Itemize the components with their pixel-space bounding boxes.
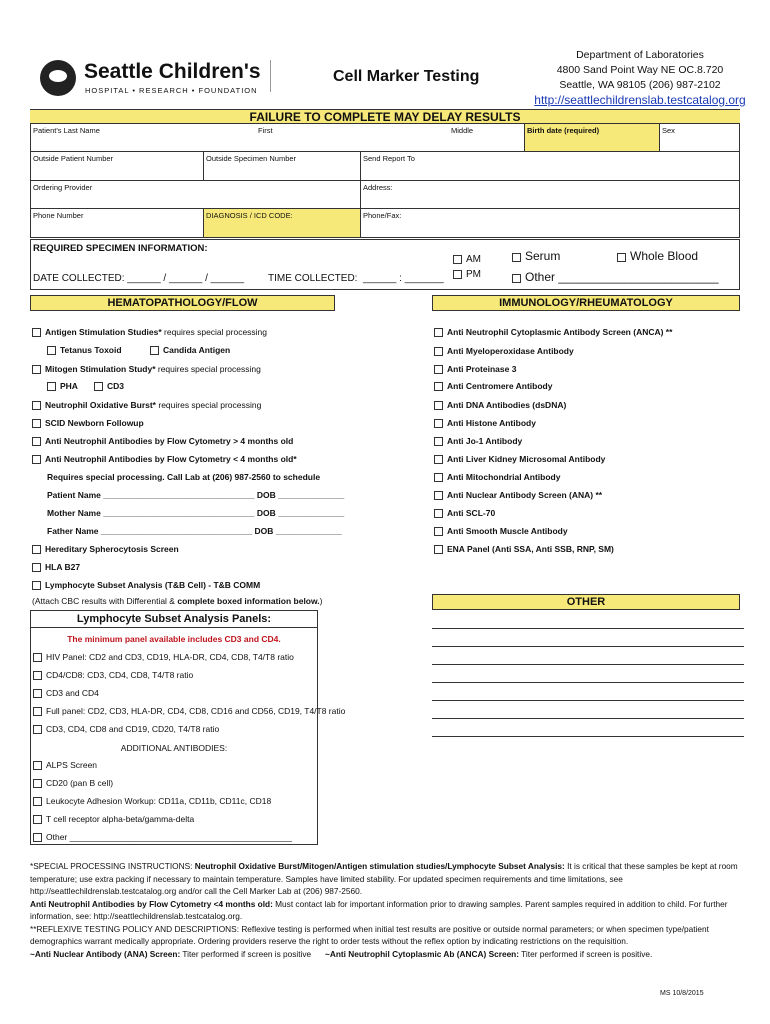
- whole-blood-checkbox[interactable]: [617, 250, 698, 262]
- immuno-item[interactable]: [434, 380, 552, 392]
- outside-specimen-number-label: Outside Specimen Number: [206, 154, 297, 163]
- mitogen-checkbox[interactable]: [32, 365, 41, 374]
- am-checkbox-box[interactable]: [453, 255, 462, 264]
- logo-subtitle: HOSPITAL • RESEARCH • FOUNDATION: [85, 86, 258, 95]
- other-specimen-label: Other ________________________: [525, 270, 719, 284]
- immuno-item-label: Anti Liver Kidney Microsomal Antibody: [447, 454, 606, 464]
- instr-p4-c: ~Anti Neutrophil Cytoplasmic Ab (ANCA) Screen:: [325, 948, 520, 959]
- immuno-checkbox[interactable]: [434, 455, 443, 464]
- hiv-panel-label: HIV Panel: CD2 and CD3, CD19, HLA-DR, CD4, CD8, T4/T8 ratio: [46, 652, 294, 662]
- phone-number-label: Phone Number: [33, 211, 84, 220]
- immuno-item-label: Anti Centromere Antibody: [447, 381, 553, 391]
- address-field[interactable]: [361, 181, 739, 209]
- other-heading: OTHER: [432, 594, 740, 610]
- warning-banner: FAILURE TO COMPLETE MAY DELAY RESULTS: [30, 109, 740, 124]
- logo-name: Seattle Children's: [84, 60, 261, 83]
- diagnosis-field[interactable]: [204, 209, 361, 237]
- immuno-item-label: Anti Proteinase 3: [447, 364, 517, 374]
- immuno-item-label: Anti Nuclear Antibody Screen (ANA) **: [447, 490, 603, 500]
- tetanus-item[interactable]: [47, 344, 122, 356]
- candida-label: Candida Antigen: [163, 345, 231, 355]
- immuno-item[interactable]: [434, 471, 560, 483]
- cd4cd8-item[interactable]: [33, 669, 193, 681]
- anti-neut-lt4-label: Anti Neutrophil Antibodies by Flow Cytometry < 4 months old*: [45, 454, 297, 464]
- instr-p2: [30, 898, 745, 923]
- patient-info-grid: [30, 123, 740, 238]
- antigen-stimulation-label: Antigen Stimulation Studies*: [45, 327, 162, 337]
- phone-fax-field[interactable]: [361, 209, 739, 237]
- instr-p4: [30, 948, 745, 961]
- attach-cbc-bold: complete boxed information below.: [177, 596, 320, 606]
- immuno-item[interactable]: [434, 399, 566, 411]
- lymphocyte-panels-heading: Lymphocyte Subset Analysis Panels:: [31, 611, 317, 628]
- leukocyte-checkbox[interactable]: [33, 797, 42, 806]
- immuno-item[interactable]: [434, 345, 574, 357]
- cd3cd4cd8-checkbox[interactable]: [33, 725, 42, 734]
- immuno-item[interactable]: [434, 453, 605, 465]
- lymph-other-checkbox[interactable]: [33, 833, 42, 842]
- pha-label: PHA: [60, 381, 78, 391]
- time-collected-label: TIME COLLECTED:: [268, 273, 358, 284]
- tcell-item[interactable]: [33, 813, 194, 825]
- immuno-item-label: Anti Myeloperoxidase Antibody: [447, 346, 574, 356]
- hematopathology-heading: HEMATOPATHOLOGY/FLOW: [30, 295, 335, 311]
- leukocyte-item[interactable]: [33, 795, 271, 807]
- lymph-subset-label: Lymphocyte Subset Analysis (T&B Cell) - T&B COMM: [45, 580, 261, 590]
- alps-checkbox[interactable]: [33, 761, 42, 770]
- specimen-heading: REQUIRED SPECIMEN INFORMATION:: [33, 243, 208, 254]
- lymph-subset-item[interactable]: [32, 579, 260, 591]
- anti-neut-gt4-item[interactable]: [32, 435, 293, 447]
- immuno-item-label: Anti Jo-1 Antibody: [447, 436, 523, 446]
- time-collected-field[interactable]: ______ : _______: [363, 273, 444, 284]
- hla-item[interactable]: [32, 561, 80, 573]
- logo-mark-icon: [40, 60, 76, 96]
- pm-checkbox[interactable]: [453, 269, 481, 281]
- additional-antibodies-heading: ADDITIONAL ANTIBODIES:: [120, 743, 228, 753]
- immuno-item[interactable]: [434, 435, 522, 447]
- send-report-to-label: Send Report To: [363, 154, 415, 163]
- date-collected-field[interactable]: DATE COLLECTED: ______ / ______ / ______: [33, 273, 245, 284]
- diagnosis-label: DIAGNOSIS / ICD CODE:: [206, 211, 293, 220]
- whole-blood-checkbox-box[interactable]: [617, 253, 626, 262]
- lymph-other-item[interactable]: [33, 831, 292, 843]
- attach-cbc-text: (Attach CBC results with Differential &: [32, 596, 178, 606]
- other-line-6[interactable]: [432, 718, 744, 719]
- pm-checkbox-box[interactable]: [453, 270, 462, 279]
- neutrophil-burst-checkbox[interactable]: [32, 401, 41, 410]
- mitogen-item[interactable]: [32, 363, 261, 375]
- first-name-label: First: [258, 126, 273, 135]
- dept-city-phone: Seattle, WA 98105 (206) 987-2102: [559, 79, 721, 91]
- patient-name-dob-field[interactable]: Patient Name ________________________________ DOB ______________: [47, 490, 345, 500]
- am-checkbox[interactable]: [453, 254, 481, 266]
- sex-field[interactable]: [660, 124, 739, 152]
- cd3cd4-item[interactable]: [33, 687, 99, 699]
- pha-checkbox[interactable]: [47, 382, 56, 391]
- outside-specimen-number-field[interactable]: [204, 152, 361, 181]
- last-name-label: Patient's Last Name: [33, 126, 100, 135]
- immuno-checkbox[interactable]: [434, 527, 443, 536]
- hereditary-item[interactable]: [32, 543, 179, 555]
- serum-label: Serum: [525, 249, 561, 263]
- requires-special-note: Requires special processing. Call Lab at (206) 987-2560 to schedule: [47, 472, 321, 482]
- antigen-stimulation-checkbox[interactable]: [32, 328, 41, 337]
- ordering-provider-field[interactable]: [31, 181, 361, 209]
- immuno-item[interactable]: [434, 489, 602, 501]
- whole-blood-label: Whole Blood: [630, 249, 699, 263]
- anti-neut-lt4-item[interactable]: [32, 453, 297, 465]
- send-report-to-field[interactable]: [361, 152, 739, 181]
- immuno-checkbox[interactable]: [434, 545, 443, 554]
- immuno-checkbox[interactable]: [434, 347, 443, 356]
- immuno-item-label: Anti Mitochondrial Antibody: [447, 472, 561, 482]
- hereditary-label: Hereditary Spherocytosis Screen: [45, 544, 179, 554]
- other-line-1[interactable]: [432, 628, 744, 629]
- hla-label: HLA B27: [45, 562, 81, 572]
- attach-cbc-end: ): [319, 596, 323, 606]
- immuno-checkbox[interactable]: [434, 473, 443, 482]
- cd20-label: CD20 (pan B cell): [46, 778, 114, 788]
- cd3-checkbox[interactable]: [94, 382, 103, 391]
- cd3-item[interactable]: [94, 380, 124, 392]
- antigen-stimulation-note: requires special processing: [161, 327, 268, 337]
- instr-p1-a: *SPECIAL PROCESSING INSTRUCTIONS:: [30, 861, 195, 871]
- immuno-checkbox[interactable]: [434, 509, 443, 518]
- instr-p2-a: Anti Neutrophil Antibodies by Flow Cytometry <4 months old:: [30, 898, 273, 909]
- cd3cd4cd8-item[interactable]: [33, 723, 219, 735]
- other-line-2[interactable]: [432, 646, 744, 647]
- other-specimen-checkbox-box[interactable]: [512, 274, 521, 283]
- immuno-item-label: ENA Panel (Anti SSA, Anti SSB, RNP, SM): [447, 544, 614, 554]
- birth-date-label: Birth date (required): [527, 126, 600, 135]
- instr-p4-d: Titer performed if screen is positive.: [519, 948, 653, 959]
- candida-item[interactable]: [150, 344, 230, 356]
- hereditary-checkbox[interactable]: [32, 545, 41, 554]
- middle-name-field[interactable]: [449, 124, 526, 152]
- other-line-3[interactable]: [432, 664, 744, 665]
- ordering-provider-label: Ordering Provider: [33, 183, 93, 192]
- scid-label: SCID Newborn Followup: [45, 418, 144, 428]
- cd3cd4-label: CD3 and CD4: [46, 688, 99, 698]
- specimen-info-box: [30, 239, 740, 290]
- cd3cd4-checkbox[interactable]: [33, 689, 42, 698]
- immuno-item-label: Anti Smooth Muscle Antibody: [447, 526, 568, 536]
- cd4cd8-checkbox[interactable]: [33, 671, 42, 680]
- neutrophil-burst-note: requires special processing: [156, 400, 262, 410]
- other-line-5[interactable]: [432, 700, 744, 701]
- tcell-checkbox[interactable]: [33, 815, 42, 824]
- address-label: Address:: [363, 183, 393, 192]
- immuno-item-label: Anti Neutrophil Cytoplasmic Antibody Screen (ANCA) **: [447, 327, 673, 337]
- header-divider: [270, 60, 271, 92]
- tetanus-label: Tetanus Toxoid: [60, 345, 122, 355]
- alps-item[interactable]: [33, 759, 97, 771]
- father-name-dob-field[interactable]: Father Name ________________________________ DOB ______________: [47, 526, 342, 536]
- immuno-item-label: Anti SCL-70: [447, 508, 496, 518]
- tcell-label: T cell receptor alpha-beta/gamma-delta: [46, 814, 195, 824]
- immunology-heading: IMMUNOLOGY/RHEUMATOLOGY: [432, 295, 740, 311]
- other-specimen-checkbox[interactable]: [512, 271, 719, 283]
- birth-date-field[interactable]: [524, 124, 660, 152]
- immuno-checkbox[interactable]: [434, 401, 443, 410]
- immuno-checkbox[interactable]: [434, 419, 443, 428]
- special-instructions: [30, 860, 745, 960]
- instr-p4-b: Titer performed if screen is positive: [180, 948, 326, 959]
- antigen-stimulation-item[interactable]: [32, 326, 267, 338]
- candida-checkbox[interactable]: [150, 346, 159, 355]
- immuno-checkbox[interactable]: [434, 437, 443, 446]
- anti-neut-lt4-checkbox[interactable]: [32, 455, 41, 464]
- cd3cd4cd8-label: CD3, CD4, CD8 and CD19, CD20, T4/T8 ratio: [46, 724, 220, 734]
- cd20-item[interactable]: [33, 777, 113, 789]
- immuno-item[interactable]: [434, 326, 672, 338]
- tetanus-checkbox[interactable]: [47, 346, 56, 355]
- pha-item[interactable]: [47, 380, 78, 392]
- form-title: Cell Marker Testing: [333, 68, 480, 85]
- immuno-item[interactable]: [434, 525, 568, 537]
- immuno-item[interactable]: [434, 507, 495, 519]
- hiv-panel-checkbox[interactable]: [33, 653, 42, 662]
- minimum-panel-note: The minimum panel available includes CD3 and CD4.: [67, 634, 281, 644]
- full-panel-checkbox[interactable]: [33, 707, 42, 716]
- anti-neut-gt4-label: Anti Neutrophil Antibodies by Flow Cytometry > 4 months old: [45, 436, 294, 446]
- mother-name-dob-field[interactable]: Mother Name ________________________________ DOB ______________: [47, 508, 345, 518]
- immuno-item[interactable]: [434, 417, 536, 429]
- instr-p3: **REFLEXIVE TESTING POLICY AND DESCRIPTIONS: Reflexive testing is performed when initial test results are positive or outside normal parameters; or when specimen type/patient demographics warrant medically appropriate. Ordering providers reserve the right to order tests without the reflex option by indicating restrictions on the requisition.: [30, 923, 709, 946]
- neutrophil-burst-label: Neutrophil Oxidative Burst*: [45, 400, 156, 410]
- scid-checkbox[interactable]: [32, 419, 41, 428]
- pm-label: PM: [466, 269, 481, 280]
- immuno-item-label: Anti Histone Antibody: [447, 418, 536, 428]
- phone-number-field[interactable]: [31, 209, 204, 237]
- instr-p1-c: It is critical that these samples be kept at room temperature; use extra packing if necessary to maintain temperature. Samples have limited stability. For updated specimen requirements and time limitations, see http://seattlechildrenslab.testcatalog.org and/or call the Cell Marker Lab at (206) 987-2560.: [30, 861, 738, 896]
- sex-label: Sex: [662, 126, 675, 135]
- form-version: MS 10/8/2015: [660, 990, 704, 997]
- instr-p1-b: Neutrophil Oxidative Burst/Mitogen/Antigen stimulation studies/Lymphocyte Subset Analysis:: [194, 861, 565, 871]
- immuno-item[interactable]: [434, 363, 516, 375]
- immuno-checkbox[interactable]: [434, 328, 443, 337]
- cd4cd8-label: CD4/CD8: CD3, CD4, CD8, T4/T8 ratio: [46, 670, 194, 680]
- alps-label: ALPS Screen: [46, 760, 98, 770]
- dept-name: Department of Laboratories: [576, 49, 704, 61]
- outside-patient-number-field[interactable]: [31, 152, 204, 181]
- immuno-checkbox[interactable]: [434, 365, 443, 374]
- immuno-checkbox[interactable]: [434, 491, 443, 500]
- neutrophil-burst-item[interactable]: [32, 399, 261, 411]
- hospital-logo: [40, 60, 280, 100]
- instr-p2-b: Must contact lab for important information prior to drawing samples. Parent samples required in addition to child. For further information, see: http://seattlechildrenslab.testcatalog.org.: [30, 898, 728, 921]
- immuno-item-label: Anti DNA Antibodies (dsDNA): [447, 400, 567, 410]
- first-name-field[interactable]: [256, 124, 356, 152]
- attach-cbc-note: [32, 595, 323, 607]
- lymph-other-label: Other _______________________________________________: [46, 832, 292, 842]
- dept-street: 4800 Sand Point Way NE OC.8.720: [556, 64, 724, 76]
- lymph-subset-checkbox[interactable]: [32, 581, 41, 590]
- full-panel-item[interactable]: [33, 705, 345, 717]
- instr-p1: [30, 860, 745, 898]
- cd20-checkbox[interactable]: [33, 779, 42, 788]
- mitogen-label: Mitogen Stimulation Study*: [45, 364, 156, 374]
- other-line-4[interactable]: [432, 682, 744, 683]
- other-line-7[interactable]: [432, 736, 744, 737]
- leukocyte-label: Leukocyte Adhesion Workup: CD11a, CD11b, CD11c, CD18: [46, 796, 272, 806]
- phone-fax-label: Phone/Fax:: [363, 211, 402, 220]
- lab-catalog-link[interactable]: http://seattlechildrenslab.testcatalog.org: [534, 93, 746, 107]
- cd3-label: CD3: [107, 381, 125, 391]
- hla-checkbox[interactable]: [32, 563, 41, 572]
- instr-p4-a: ~Anti Nuclear Antibody (ANA) Screen:: [30, 948, 181, 959]
- outside-patient-number-label: Outside Patient Number: [33, 154, 114, 163]
- hiv-panel-item[interactable]: [33, 651, 294, 663]
- lymphocyte-panels-box: [30, 610, 346, 845]
- full-panel-label: Full panel: CD2, CD3, HLA-DR, CD4, CD8, CD16 and CD56, CD19, T4/T8 ratio: [46, 706, 346, 716]
- serum-checkbox[interactable]: [512, 250, 560, 262]
- immuno-item[interactable]: [434, 543, 614, 555]
- anti-neut-gt4-checkbox[interactable]: [32, 437, 41, 446]
- department-address: [520, 48, 760, 109]
- middle-name-label: Middle: [451, 126, 474, 135]
- serum-checkbox-box[interactable]: [512, 253, 521, 262]
- am-label: AM: [466, 254, 481, 265]
- mitogen-note: requires special processing: [155, 364, 261, 374]
- scid-item[interactable]: [32, 417, 144, 429]
- immuno-checkbox[interactable]: [434, 382, 443, 391]
